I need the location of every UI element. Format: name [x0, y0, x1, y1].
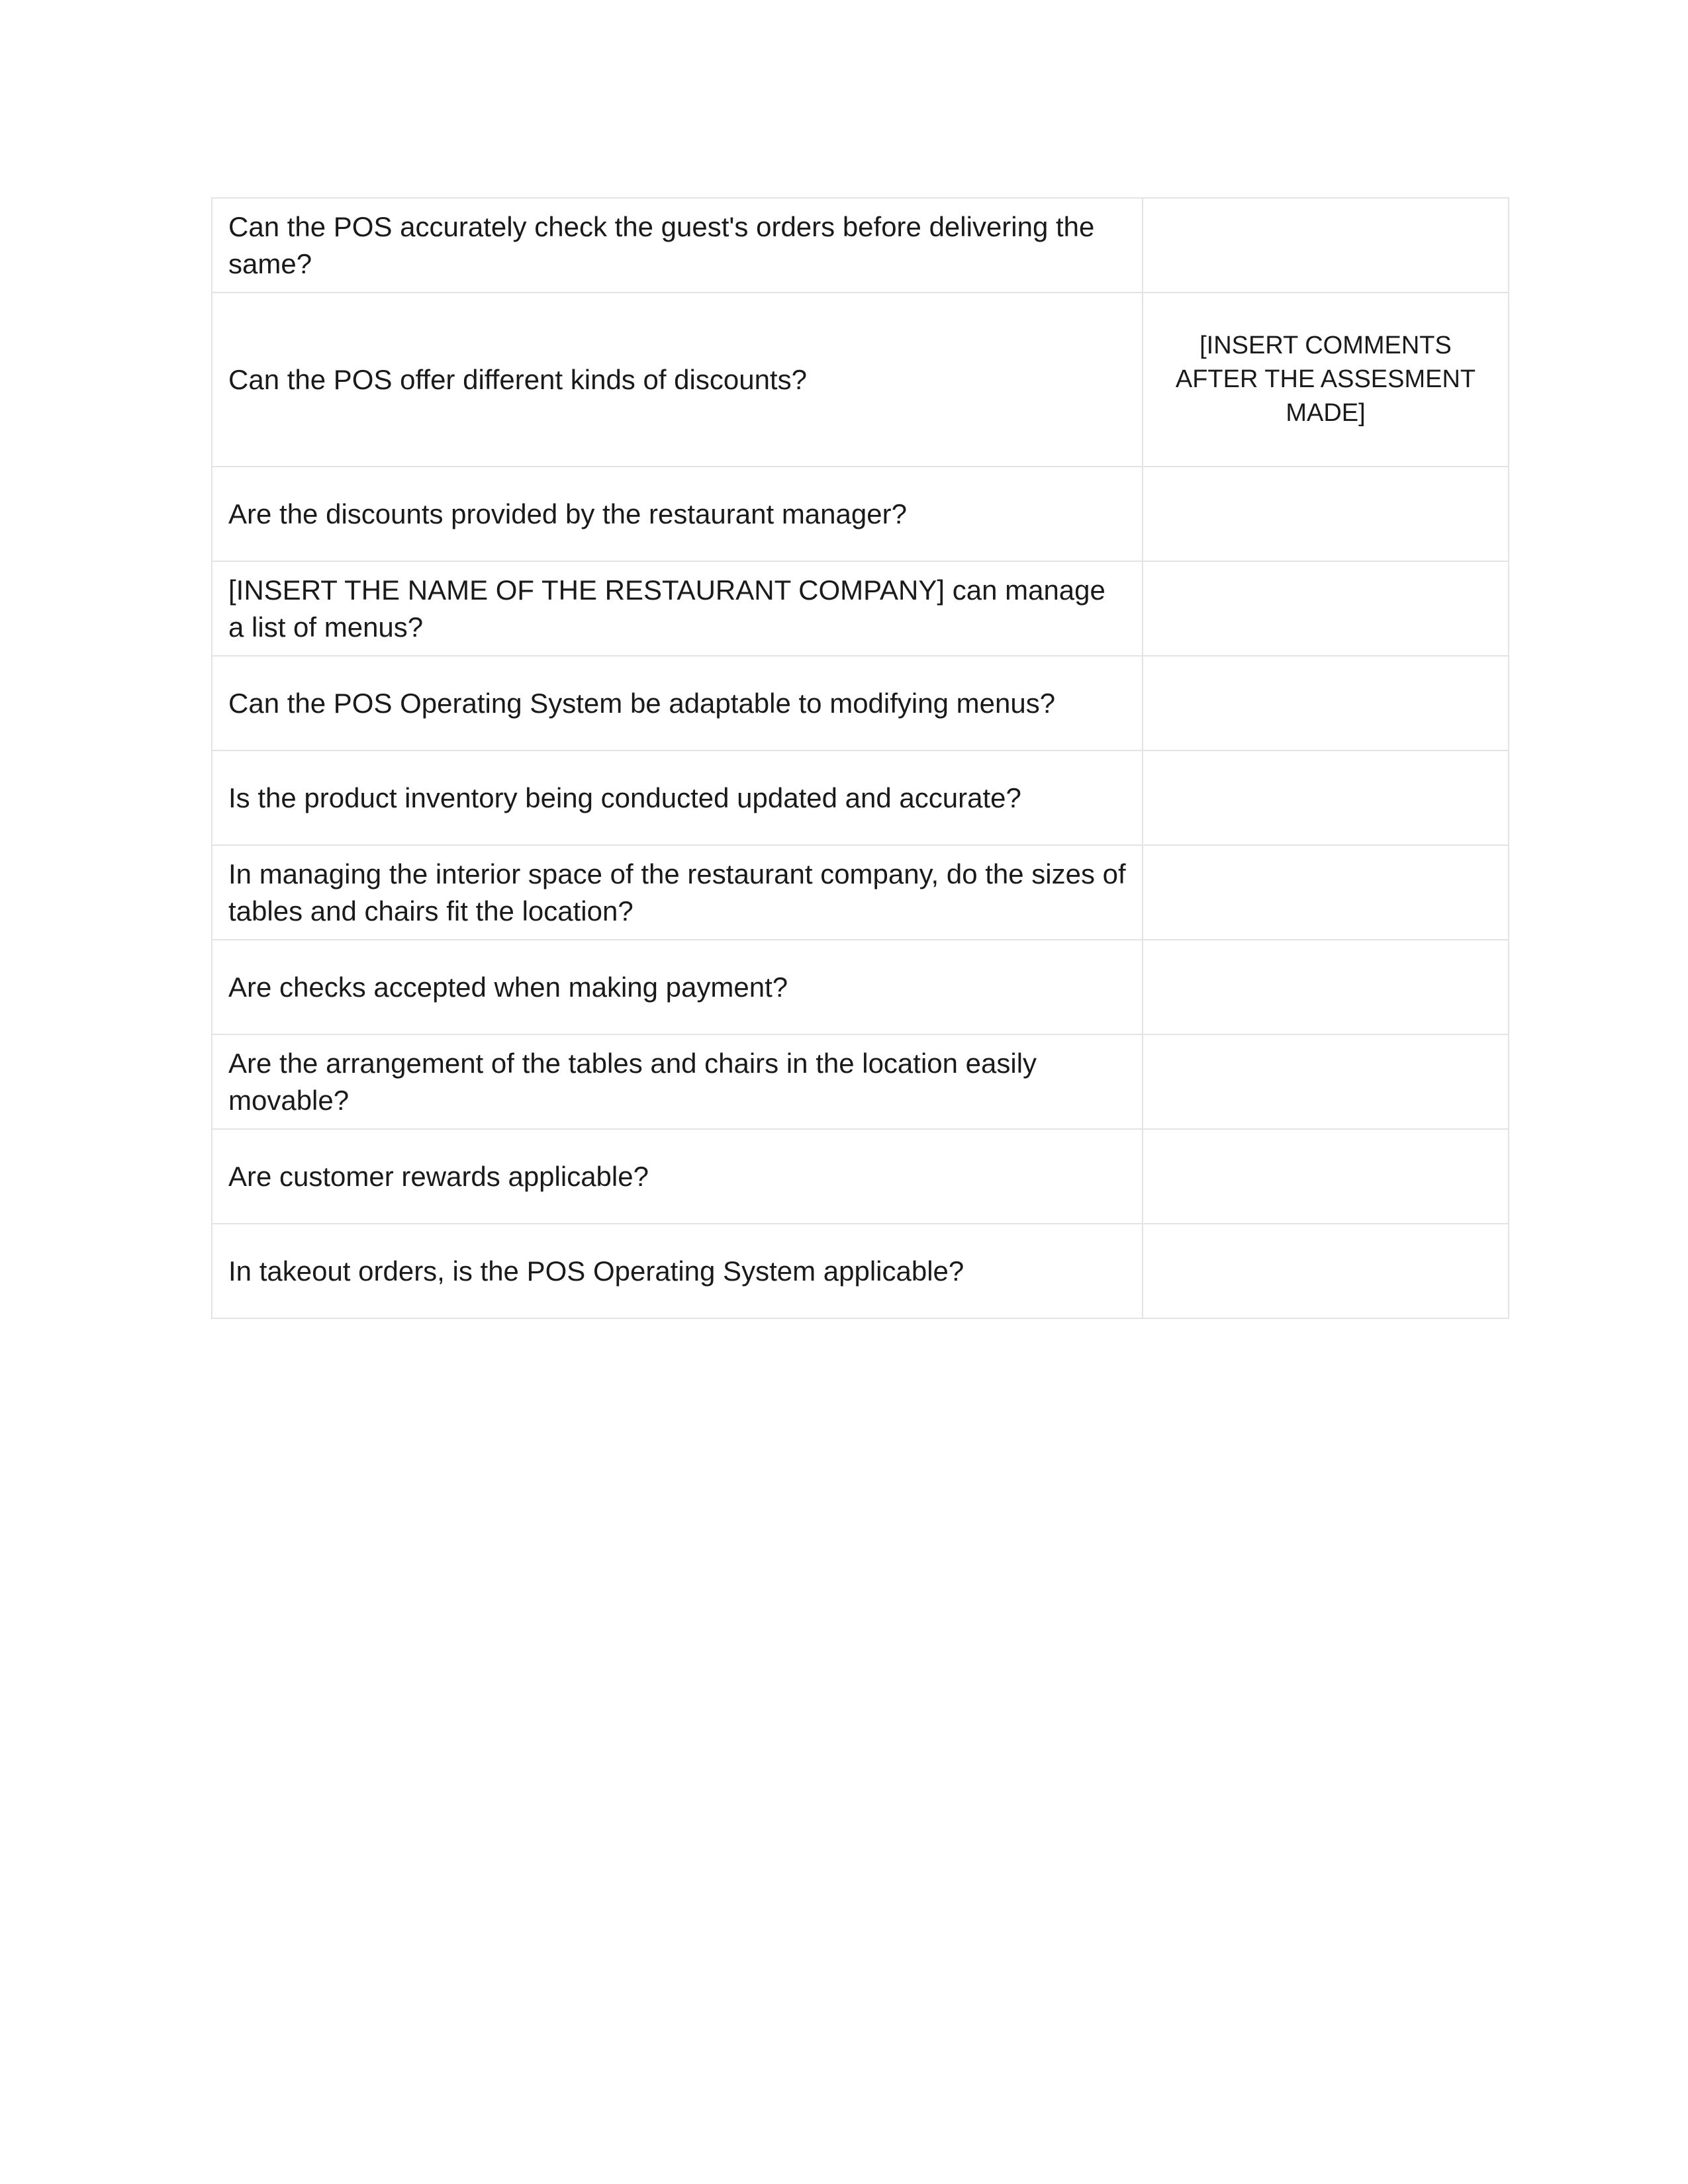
question-cell: Can the POS Operating System be adaptable to modifying menus?	[212, 656, 1143, 751]
table-row	[212, 940, 1509, 1034]
comment-cell	[1143, 940, 1509, 1034]
comment-cell: [INSERT COMMENTS AFTER THE ASSESMENT MADE]	[1143, 293, 1509, 467]
table-row	[212, 1224, 1509, 1318]
table-row	[212, 198, 1509, 293]
question-cell: In takeout orders, is the POS Operating System applicable?	[212, 1224, 1143, 1318]
comment-cell	[1143, 1224, 1509, 1318]
table-row	[212, 1034, 1509, 1129]
comment-cell	[1143, 198, 1509, 293]
question-cell: Is the product inventory being conducted updated and accurate?	[212, 751, 1143, 845]
question-cell: [INSERT THE NAME OF THE RESTAURANT COMPANY] can manage a list of menus?	[212, 561, 1143, 656]
question-cell: Are the discounts provided by the restaurant manager?	[212, 467, 1143, 561]
pos-assessment-table	[211, 197, 1509, 1319]
question-cell: In managing the interior space of the restaurant company, do the sizes of tables and chairs fit the location?	[212, 845, 1143, 940]
comment-cell	[1143, 1129, 1509, 1224]
comment-cell	[1143, 656, 1509, 751]
table-row	[212, 751, 1509, 845]
question-cell: Are customer rewards applicable?	[212, 1129, 1143, 1224]
comment-cell	[1143, 751, 1509, 845]
table-row	[212, 1129, 1509, 1224]
question-cell: Can the POS accurately check the guest's orders before delivering the same?	[212, 198, 1143, 293]
comment-cell	[1143, 1034, 1509, 1129]
comment-cell	[1143, 561, 1509, 656]
question-cell: Can the POS offer different kinds of discounts?	[212, 293, 1143, 467]
table-row	[212, 656, 1509, 751]
question-cell: Are checks accepted when making payment?	[212, 940, 1143, 1034]
table-row	[212, 293, 1509, 467]
table-row	[212, 467, 1509, 561]
table-row	[212, 845, 1509, 940]
comment-cell	[1143, 845, 1509, 940]
table-row	[212, 561, 1509, 656]
question-cell: Are the arrangement of the tables and chairs in the location easily movable?	[212, 1034, 1143, 1129]
comment-cell	[1143, 467, 1509, 561]
